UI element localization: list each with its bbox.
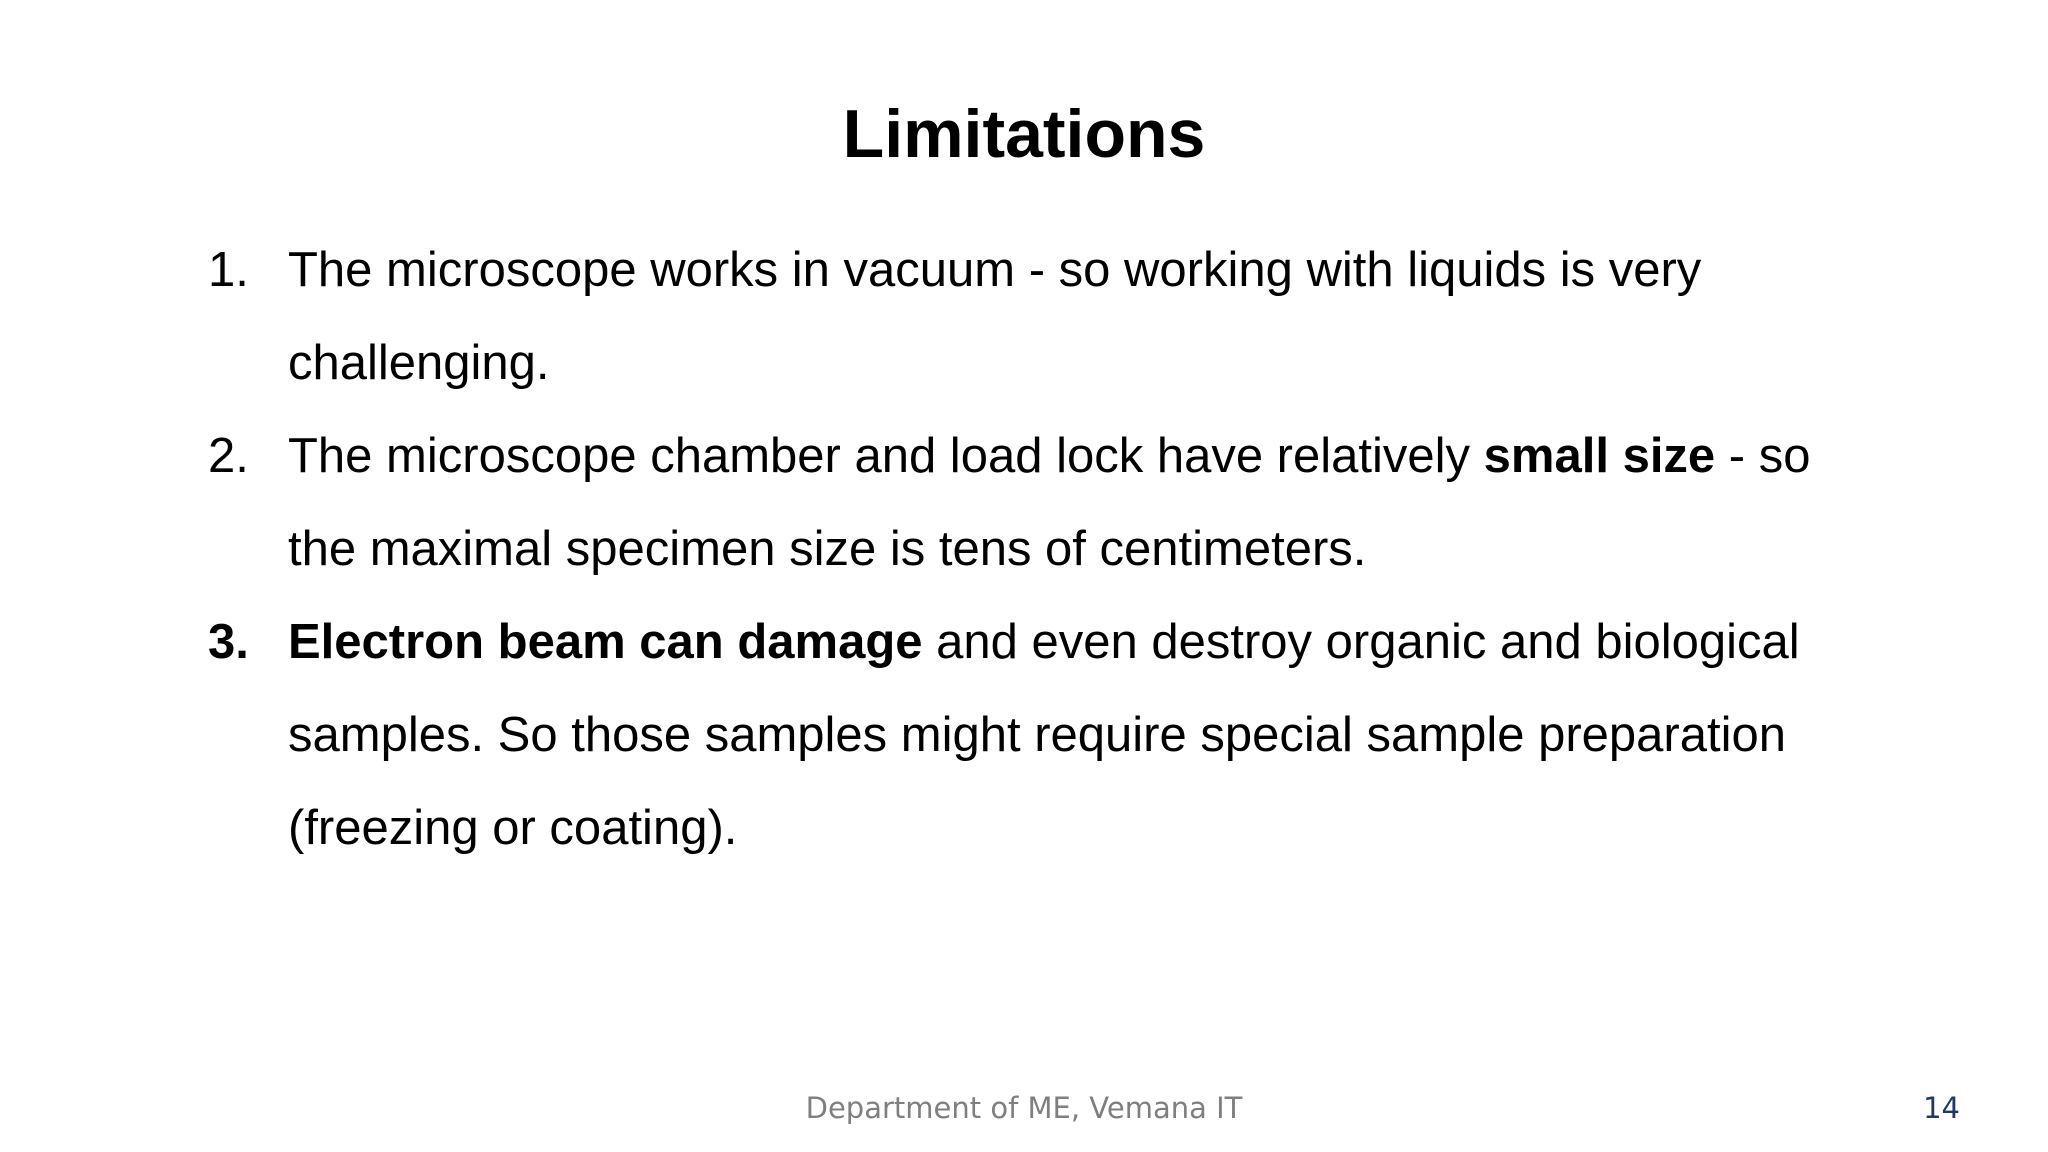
list-item-number: 2. [208, 429, 249, 483]
list-item-text: The microscope works in vacuum - so working with liquids is very challenging. [288, 243, 1702, 390]
list-item-number: 1. [208, 243, 249, 297]
list-item-text: - so the maximal specimen size is tens of centimeters. [288, 429, 1811, 576]
list-item-text: The microscope chamber and load lock have relatively [288, 429, 1484, 483]
list-item-text: and even destroy organic and biological samples. So those samples might require special sample preparation (freezing or coating). [288, 615, 1800, 855]
slide-footer: Department of ME, Vemana IT [805, 1091, 1243, 1125]
list-item-emphasis: small size [1483, 429, 1716, 483]
slide-title: Limitations [842, 96, 1206, 172]
list-item [208, 596, 1848, 875]
list-item-emphasis: Electron beam can damage [288, 615, 923, 669]
list-item-number: 3. [208, 615, 249, 669]
limitations-list [208, 224, 1848, 875]
list-item [208, 224, 1848, 410]
list-item [208, 410, 1848, 596]
page-number: 14 [1923, 1091, 1960, 1125]
